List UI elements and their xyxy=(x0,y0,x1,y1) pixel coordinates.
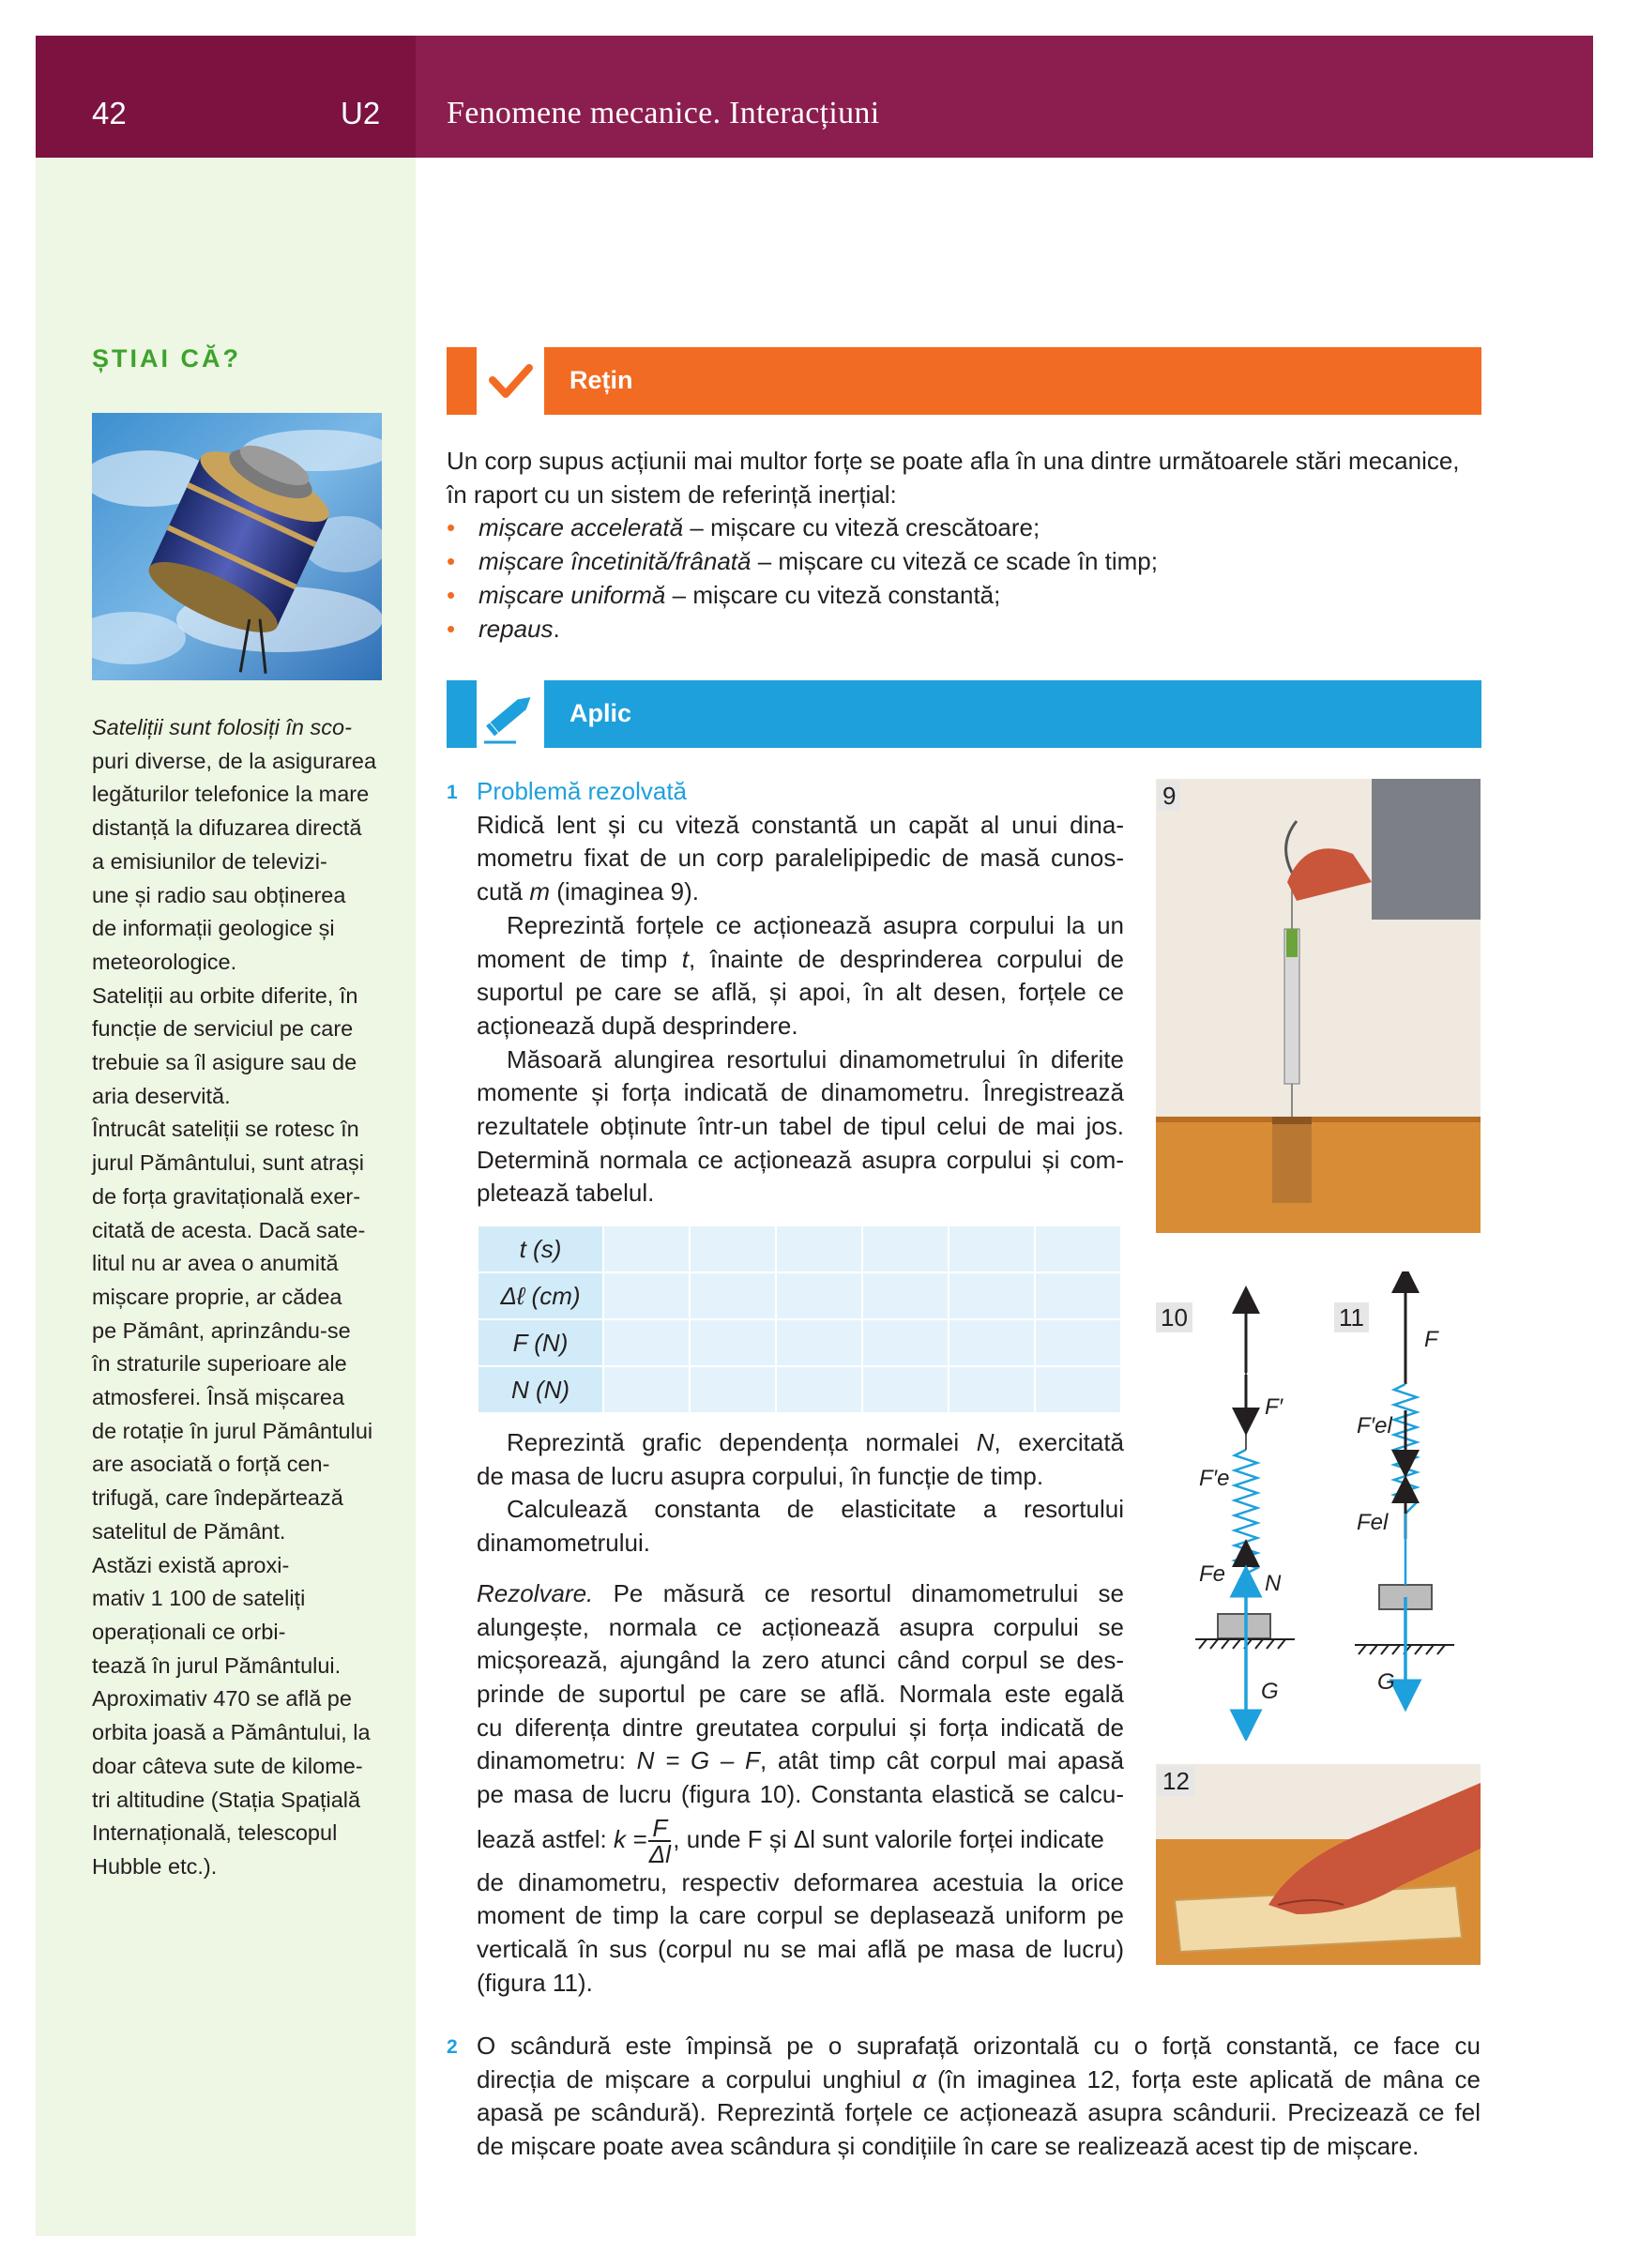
table-cell[interactable] xyxy=(603,1272,690,1319)
problem-line: de masa de lucru asupra corpului, în funcție de timp. xyxy=(477,1461,1044,1490)
table-cell[interactable] xyxy=(862,1366,949,1413)
label-Fe: Fe xyxy=(1199,1561,1226,1587)
table-cell[interactable] xyxy=(690,1272,776,1319)
retin-intro-line: în raport cu un sistem de referință inerțial: xyxy=(447,479,897,509)
label-Fel: Fel xyxy=(1357,1510,1389,1535)
sidebar-line: doar câteva sute de kilome- xyxy=(92,1753,363,1778)
problem-line: dinamometrului. xyxy=(477,1529,650,1558)
photo-hand-plank xyxy=(1156,1764,1481,1965)
figure-11-diagram xyxy=(1355,1279,1454,1696)
banner-stripe xyxy=(447,680,477,748)
problem-line: Calculează constanta de elasticitate a resortului xyxy=(507,1495,1124,1524)
problem-line: Măsoară alungirea resortului dinamometrului în diferite xyxy=(507,1044,1124,1073)
sidebar-line: citată de acesta. Dacă sate- xyxy=(92,1217,366,1242)
retin-text xyxy=(447,445,1488,646)
sidebar-line: une și radio sau obținerea xyxy=(92,882,346,907)
sidebar-line: aria deservită. xyxy=(92,1083,231,1108)
label-Fe-prime: F′e xyxy=(1199,1466,1230,1491)
sidebar-line: Sateliții sunt folosiți în sco- xyxy=(92,715,352,739)
problem-line: momente și forța indicată de dinamometru. Înregistrează xyxy=(477,1078,1124,1107)
sidebar-line: orbita joasă a Pământului, la xyxy=(92,1720,371,1745)
retin-banner xyxy=(447,347,1481,415)
fraction: $\frac{F}{\Delta l}$ xyxy=(648,1813,671,1868)
retin-bullet: • repaus. xyxy=(447,613,1488,647)
problem-line: Ridică lent și cu viteză constantă un capăt al unui dina- xyxy=(477,810,1124,839)
sidebar-line: satelitul de Pământ. xyxy=(92,1518,286,1544)
measurement-table xyxy=(477,1225,1122,1414)
solution-line: dinamometru: N = G – F, atât timp cât corpul mai apasă xyxy=(477,1746,1124,1775)
solution-line: moment de timp la care corpul se deplasează uniform pe xyxy=(477,1901,1124,1930)
label-F-prime: F′ xyxy=(1265,1394,1283,1420)
solution-line: alungește, normala ce acționează asupra corpului se xyxy=(477,1612,1124,1641)
spacer xyxy=(477,1560,1124,1577)
sidebar-line: litul nu ar avea o anumită xyxy=(92,1251,339,1276)
solution-line: de dinamometru, respectiv deformarea acestuia la orice xyxy=(477,1867,1124,1896)
retin-label: Rețin xyxy=(570,366,633,394)
table-row xyxy=(478,1272,1121,1319)
table-row xyxy=(478,1225,1121,1272)
chapter-title: Fenomene mecanice. Interacțiuni xyxy=(447,96,880,130)
table-row xyxy=(478,1366,1121,1413)
problem-line: Determină normala ce acționează asupra corpului și com- xyxy=(477,1145,1124,1174)
sidebar-text xyxy=(92,711,392,1884)
table-cell[interactable] xyxy=(1035,1225,1121,1272)
sidebar-line: Sateliții au orbite diferite, în xyxy=(92,982,358,1008)
table-cell[interactable] xyxy=(776,1366,862,1413)
sidebar-line: Internațională, telescopul xyxy=(92,1820,338,1846)
aplic-banner xyxy=(447,680,1481,748)
sidebar-line: atmosferei. Însă mișcarea xyxy=(92,1385,345,1410)
label-G: G xyxy=(1377,1669,1395,1695)
sidebar-line: are asociată o forță cen- xyxy=(92,1452,330,1477)
solution-formula-line: lează astfel: k = $\frac{F}{\Delta l}$ , unde F și Δl sunt valorile forței indicate xyxy=(477,1813,1104,1868)
table-cell[interactable] xyxy=(862,1319,949,1366)
problem-line: O scândură este împinsă pe o suprafață orizontală cu o forță constantă, ce face cu xyxy=(477,2032,1481,2060)
label-F: F xyxy=(1424,1327,1438,1352)
table-cell[interactable] xyxy=(690,1225,776,1272)
sidebar-line: mativ 1 100 de sateliți xyxy=(92,1586,306,1611)
problem-line: acționează după desprindere. xyxy=(477,1011,798,1040)
sidebar-line: funcție de serviciul pe care xyxy=(92,1016,354,1042)
problem-1-statement xyxy=(477,775,1124,1210)
problem-line: rezultatele obținute într-un tabel de tipul celui de mai jos. xyxy=(477,1112,1124,1141)
sidebar-line: de rotație în jurul Pământului xyxy=(92,1418,373,1443)
table-cell[interactable] xyxy=(603,1225,690,1272)
sidebar-line: puri diverse, de la asigurarea xyxy=(92,748,377,773)
figure-10-diagram xyxy=(1195,1300,1295,1726)
table-cell[interactable] xyxy=(603,1366,690,1413)
problem-1-continuation xyxy=(477,1426,1124,2001)
sidebar-line: jurul Pământului, sunt atrași xyxy=(92,1150,364,1176)
solution-line: micșorează, ajungând la zero atunci când corpul se des- xyxy=(477,1646,1124,1675)
unit-label: U2 xyxy=(341,96,381,130)
label-Fel-prime: F′el xyxy=(1357,1413,1392,1438)
retin-intro-line: Un corp supus acțiunii mai multor forțe se poate afla în una dintre următoarele stări mecanice, xyxy=(447,447,1460,475)
sidebar-line: pe Pământ, aprinzându-se xyxy=(92,1317,351,1343)
solution-line: (figura 11). xyxy=(477,1968,593,1997)
sidebar-line: distanță la difuzarea directă xyxy=(92,815,362,841)
sidebar-heading: ȘTIAI CĂ? xyxy=(92,344,241,373)
sidebar-line: Aproximativ 470 se află pe xyxy=(92,1686,352,1712)
problem-2-statement xyxy=(477,2030,1481,2164)
problem-2-number: 2 xyxy=(447,2036,458,2058)
solution-line: verticală în sus (corpul nu se mai află pe masa de lucru) xyxy=(477,1935,1124,1964)
table-cell[interactable] xyxy=(776,1225,862,1272)
table-head: N (N) xyxy=(478,1366,603,1413)
retin-bullet: • mișcare accelerată – mișcare cu viteză crescătoare; xyxy=(447,511,1488,545)
problem-line: apasă pe scândură). Reprezintă forțele ce acționează asupra scândurii. Precizează ce fel xyxy=(477,2098,1481,2127)
figure-number: 12 xyxy=(1158,1766,1194,1796)
table-cell[interactable] xyxy=(949,1225,1035,1272)
problem-line: suportul pe care se află, și apoi, în alt desen, forțele ce xyxy=(477,978,1124,1007)
sidebar-line: trebuie sa îl asigure sau de xyxy=(92,1050,357,1075)
table-cell[interactable] xyxy=(776,1319,862,1366)
problem-line: Reprezintă grafic dependența normalei N, exercitată xyxy=(507,1428,1125,1456)
problem-1-number: 1 xyxy=(447,782,458,803)
table-cell[interactable] xyxy=(1035,1272,1121,1319)
sidebar-line: de informații geologice și xyxy=(92,916,335,941)
sidebar-line: mișcare proprie, ar cădea xyxy=(92,1284,342,1309)
problem-1-title: Problemă rezolvată xyxy=(477,777,687,805)
figure-number: 10 xyxy=(1156,1302,1192,1332)
table-cell[interactable] xyxy=(690,1366,776,1413)
sidebar-line: tează în jurul Pământului. xyxy=(92,1652,342,1678)
satellite-image xyxy=(92,413,382,680)
aplic-label: Aplic xyxy=(570,699,632,727)
table-head: t (s) xyxy=(478,1225,603,1272)
sidebar-line: a emisiunilor de televizi- xyxy=(92,848,327,874)
sidebar-line: în straturile superioare ale xyxy=(92,1351,347,1377)
solution-line: pe masa de lucru (figura 10). Constanta elastică se calcu- xyxy=(477,1780,1124,1809)
problem-line: direcția de mișcare a corpului unghiul α (în imaginea 12, forța este aplicată de mâna ce xyxy=(477,2064,1481,2093)
solution-line: prinde de suportul pe care se află. Normala este egală xyxy=(477,1679,1124,1708)
sidebar-line: meteorologice. xyxy=(92,949,237,974)
table-cell[interactable] xyxy=(862,1225,949,1272)
table-cell[interactable] xyxy=(949,1319,1035,1366)
table-cell[interactable] xyxy=(603,1319,690,1366)
table-cell[interactable] xyxy=(776,1272,862,1319)
force-diagrams xyxy=(1156,1271,1512,1741)
problem-line: pletează tabelul. xyxy=(477,1179,655,1208)
table-cell[interactable] xyxy=(690,1319,776,1366)
sidebar-line: tri altitudine (Stația Spațială xyxy=(92,1787,361,1812)
table-head: F (N) xyxy=(478,1319,603,1366)
figure-number: 11 xyxy=(1334,1302,1369,1332)
solution-line: Rezolvare. Pe măsură ce resortul dinamometrului se xyxy=(477,1578,1124,1607)
page-number: 42 xyxy=(92,96,127,130)
problem-line: mometru fixat de un corp paralelipipedic de masă cunos- xyxy=(477,844,1124,873)
problem-line: cută m (imaginea 9). xyxy=(477,877,700,906)
table-row xyxy=(478,1319,1121,1366)
checkmark-icon xyxy=(477,347,544,415)
banner-stripe xyxy=(447,347,477,415)
table-cell[interactable] xyxy=(949,1272,1035,1319)
problem-line: moment de timp t, înainte de desprinderea corpului de xyxy=(477,944,1124,973)
label-G: G xyxy=(1261,1679,1279,1704)
problem-line: Reprezintă forțele ce acționează asupra corpului la un xyxy=(507,910,1124,939)
problem-line: de mișcare poate avea scândura și condițiile în care se realizează acest tip de mișcare. xyxy=(477,2132,1420,2161)
sidebar-line: Întrucât sateliții se rotesc în xyxy=(92,1117,359,1142)
table-cell[interactable] xyxy=(949,1366,1035,1413)
solution-line: cu diferența dintre greutatea corpului și forța indicată de xyxy=(477,1712,1124,1742)
sidebar-line: trifugă, care îndepărtează xyxy=(92,1485,343,1511)
figure-number: 9 xyxy=(1158,781,1180,811)
retin-bullet: • mișcare încetinită/frânată – mișcare cu viteză ce scade în timp; xyxy=(447,545,1488,579)
label-N: N xyxy=(1265,1571,1282,1596)
table-cell[interactable] xyxy=(1035,1366,1121,1413)
retin-bullet: • mișcare uniformă – mișcare cu viteză constantă; xyxy=(447,579,1488,613)
photo-dynamometer xyxy=(1156,779,1481,1233)
pencil-icon xyxy=(477,680,544,748)
sidebar-line: legăturilor telefonice la mare xyxy=(92,782,370,807)
table-cell[interactable] xyxy=(862,1272,949,1319)
table-head: Δℓ (cm) xyxy=(478,1272,603,1319)
table-cell[interactable] xyxy=(1035,1319,1121,1366)
sidebar-line: Hubble etc.). xyxy=(92,1853,218,1879)
sidebar-line: operaționali ce orbi- xyxy=(92,1619,286,1644)
sidebar-line: de forța gravitațională exer- xyxy=(92,1183,361,1209)
sidebar-line: Astăzi există aproxi- xyxy=(92,1552,290,1577)
